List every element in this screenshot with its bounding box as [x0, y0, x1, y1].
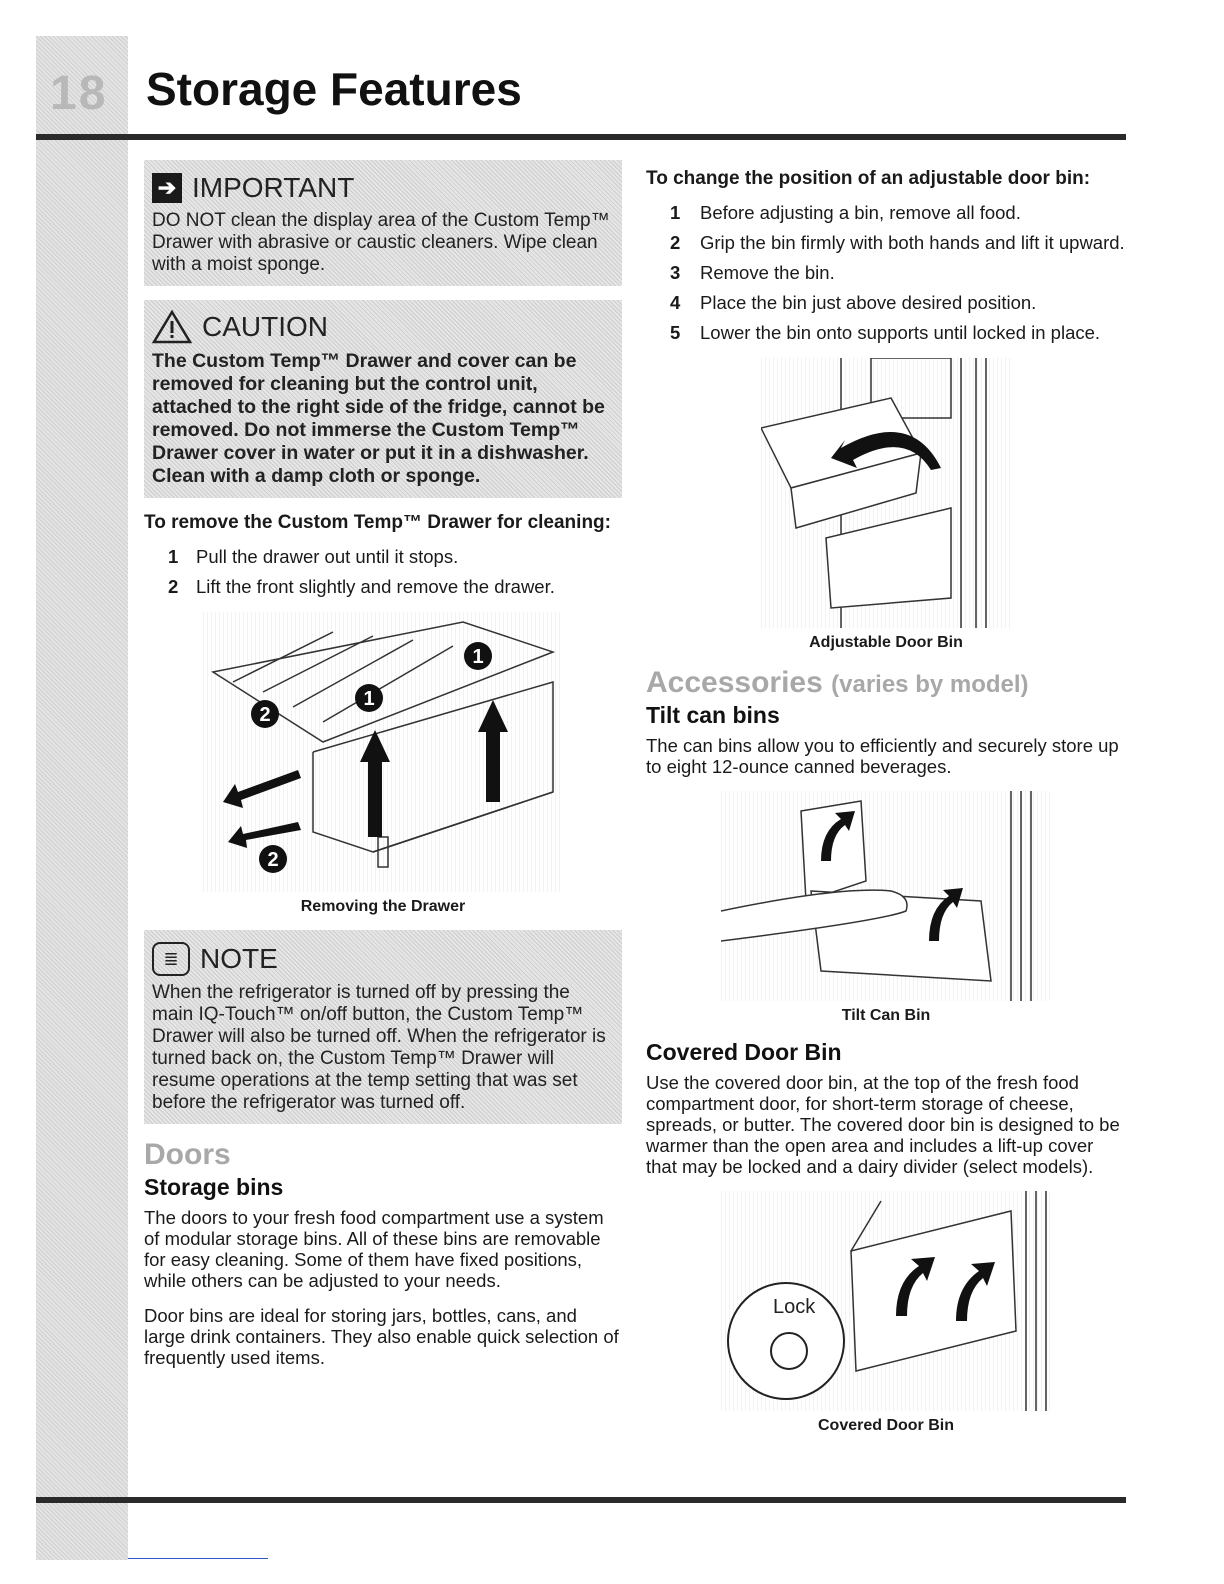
list-item: 1 Pull the drawer out until it stops.: [168, 546, 459, 567]
warning-triangle-icon: [152, 310, 192, 344]
adjustable-bin-caption: Adjustable Door Bin: [809, 634, 963, 651]
accessories-title-note: (varies by model): [831, 671, 1029, 698]
tilt-bin-illustration: [721, 791, 1051, 1001]
doors-title: Doors: [144, 1138, 231, 1171]
covered-bin-illustration: [721, 1191, 1051, 1411]
storage-bins-heading: Storage bins: [144, 1174, 284, 1200]
storage-bins-para-1: The doors to your fresh food compartment use a system of modular storage bins. All of these bins are removable for easy cleaning. Some of them have fixed positions, while others can be adjusted to your needs.: [144, 1207, 604, 1291]
right-column: [646, 168, 1126, 1449]
note-text: When the refrigerator is turned off by pressing the main IQ-Touch™ on/off button, the Custom Temp™ Drawer will also be turned off. When the refrigerator is turned back on, the Custom Temp™ Drawer will resume operations at the temp setting that was set before the refrigerator was turned off.: [152, 982, 606, 1113]
tilt-bin-caption: Tilt Can Bin: [841, 1007, 931, 1024]
list-item: 2 Lift the front slightly and remove the drawer.: [168, 576, 555, 597]
covered-bin-drawing: [721, 1191, 1051, 1411]
callout-1-mid: 1: [363, 688, 375, 710]
important-label: IMPORTANT: [192, 172, 355, 203]
accessories-title: Accessories (varies by model): [646, 666, 1029, 699]
callout-2-upper: 2: [259, 704, 271, 726]
page-title: Storage Features: [146, 63, 522, 115]
important-text: DO NOT clean the display area of the Custom Temp™ Drawer with abrasive or caustic cleaners. Wipe clean with a moist sponge.: [152, 210, 610, 275]
arrow-right-icon: ➔: [152, 173, 182, 203]
lock-label: Lock: [773, 1296, 816, 1318]
drawer-illustration: [203, 612, 563, 892]
list-item: 3 Remove the bin.: [670, 262, 835, 283]
page-number: 18: [50, 67, 108, 120]
tilt-bin-drawing: [721, 791, 1051, 1001]
covered-bin-caption: Covered Door Bin: [817, 1417, 954, 1434]
drawer-drawing: [203, 612, 563, 892]
adjust-bin-heading: To change the position of an adjustable door bin:: [646, 168, 1091, 189]
adjustable-bin-drawing: [761, 358, 1011, 628]
note-box: [144, 930, 622, 1124]
list-item: 4 Place the bin just above desired position.: [670, 292, 1037, 313]
remove-drawer-heading: To remove the Custom Temp™ Drawer for cleaning:: [144, 512, 611, 533]
adjust-bin-steps: [646, 198, 1126, 348]
covered-bin-heading: Covered Door Bin: [646, 1039, 842, 1065]
remove-drawer-steps: [144, 542, 622, 602]
footer-link-underline: [128, 1558, 268, 1559]
callout-2-lower: 2: [267, 849, 279, 871]
note-icon: ≣: [152, 942, 190, 976]
tilt-bins-heading: Tilt can bins: [646, 702, 780, 728]
caution-label: CAUTION: [202, 311, 328, 342]
top-rule: [36, 134, 1126, 140]
list-item: 2 Grip the bin firmly with both hands and lift it upward.: [670, 232, 1125, 253]
note-label: NOTE: [200, 943, 278, 974]
left-margin-band: [36, 36, 128, 1560]
caution-box: [144, 300, 622, 498]
callout-1-top: 1: [472, 646, 484, 668]
list-item: 1 Before adjusting a bin, remove all food.: [670, 202, 1021, 223]
drawer-caption: Removing the Drawer: [300, 898, 466, 915]
bottom-rule: [36, 1497, 1126, 1503]
tilt-bins-text: The can bins allow you to efficiently and securely store up to eight 12-ounce canned beverages.: [646, 735, 1119, 777]
important-box: [144, 160, 622, 286]
covered-bin-text: Use the covered door bin, at the top of the fresh food compartment door, for short-term storage of cheese, spreads, or butter. The covered door bin is designed to be warmer than the open area and includes a lift-up cover that may be locked and a dairy divider (select models).: [646, 1072, 1120, 1177]
caution-text: The Custom Temp™ Drawer and cover can be removed for cleaning but the control unit, attached to the right side of the fridge, cannot be removed. Do not immerse the Custom Temp™ Drawer cover in water or put it in a dishwasher. Clean with a damp cloth or sponge.: [152, 350, 605, 487]
list-item: 5 Lower the bin onto supports until locked in place.: [670, 322, 1101, 343]
adjustable-bin-illustration: [761, 358, 1011, 628]
left-column: [144, 160, 622, 1382]
storage-bins-para-2: Door bins are ideal for storing jars, bottles, cans, and large drink containers. They also enable quick selection of frequently used items.: [144, 1305, 619, 1368]
